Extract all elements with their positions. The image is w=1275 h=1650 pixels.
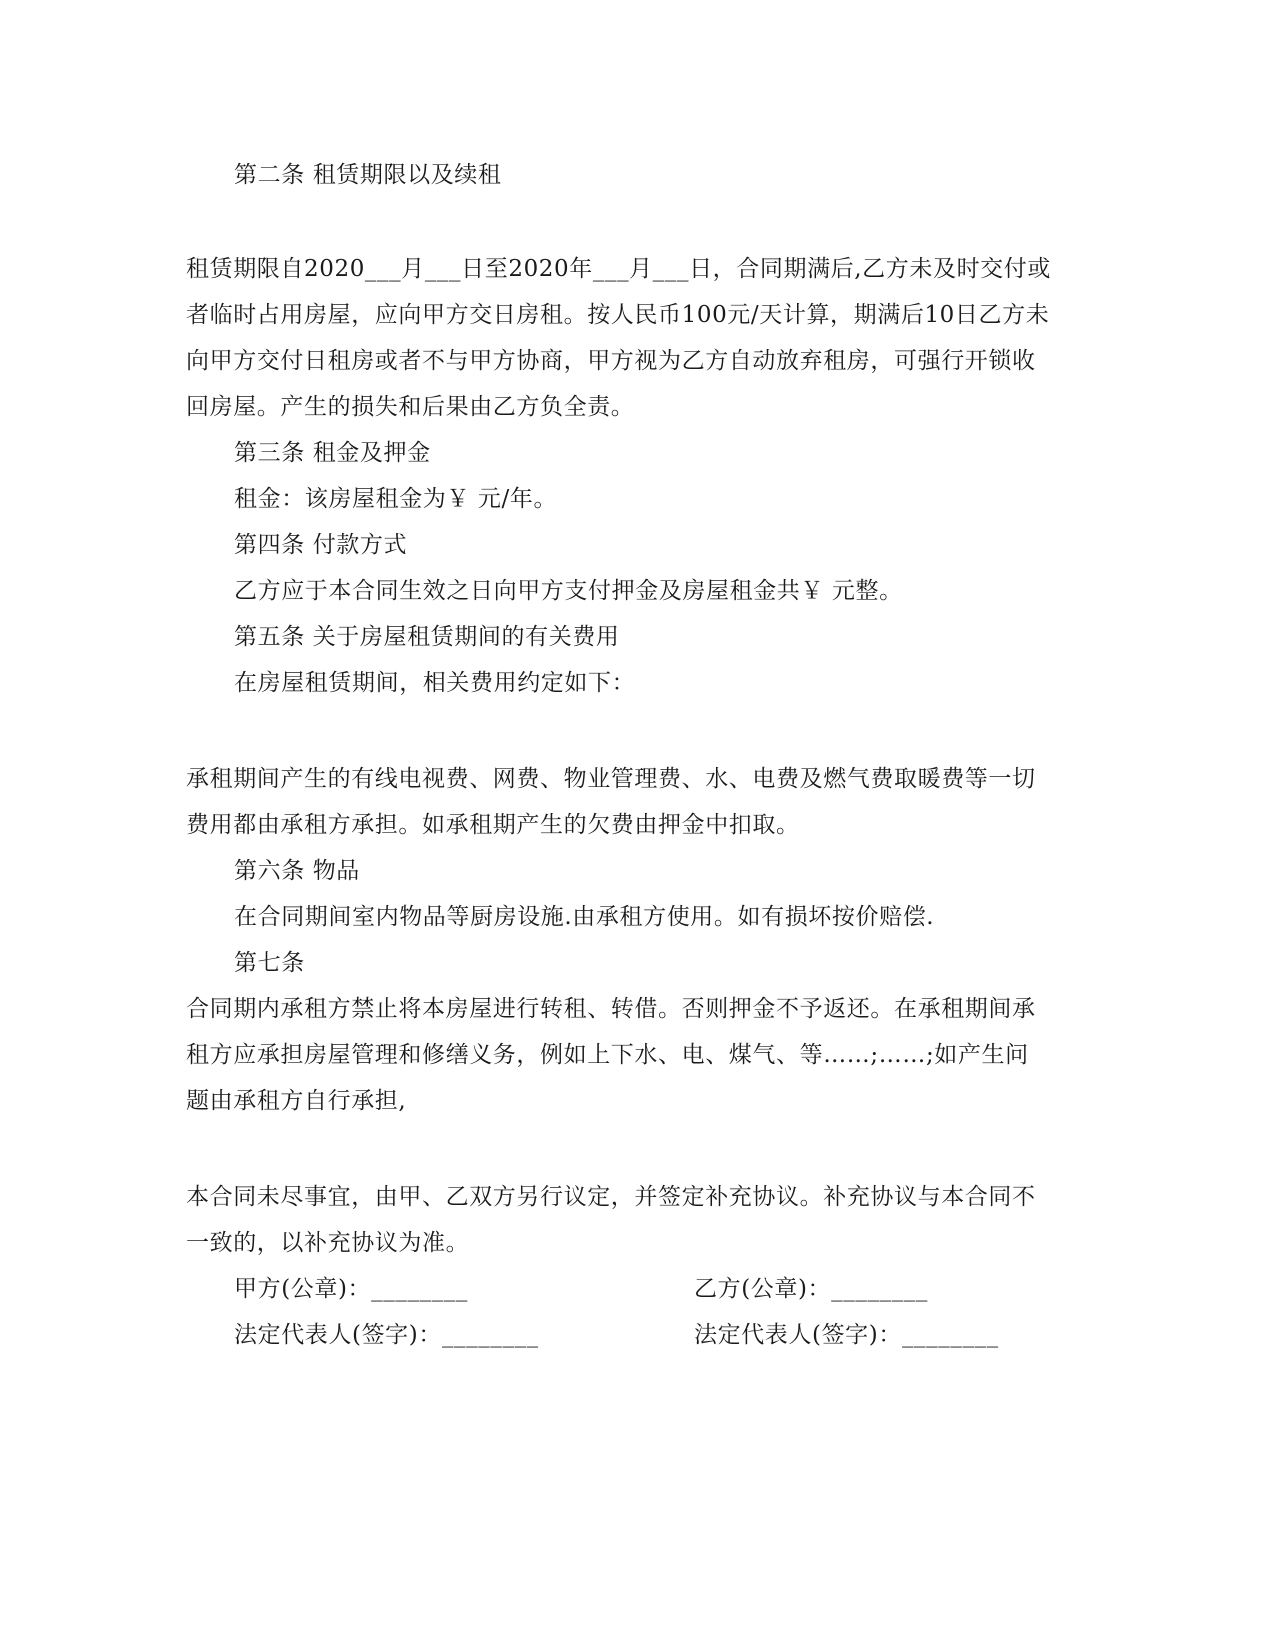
supplement-line-2: 一致的，以补充协议为准。 bbox=[186, 1230, 470, 1256]
article-3-heading: 第三条 租金及押金 bbox=[234, 440, 431, 466]
party-a-seal-field: 甲方(公章)：________ bbox=[234, 1276, 468, 1302]
party-b-seal-field: 乙方(公章)：________ bbox=[694, 1276, 928, 1302]
supplement-line-1: 本合同未尽事宜，由甲、乙双方另行议定，并签定补充协议。补充协议与本合同不 bbox=[186, 1184, 1036, 1210]
article-2-line-3: 向甲方交付日租房或者不与甲方协商，甲方视为乙方自动放弃租房，可强行开锁收 bbox=[186, 348, 1036, 374]
article-4-heading: 第四条 付款方式 bbox=[234, 532, 408, 558]
article-2-line-1: 租赁期限自2020___月___日至2020年___月___日，合同期满后,乙方未及时交付或 bbox=[186, 256, 1051, 282]
party-b-representative-field: 法定代表人(签字)：________ bbox=[694, 1322, 999, 1348]
article-7-line-2: 租方应承担房屋管理和修缮义务，例如上下水、电、煤气、等……;……;如产生问 bbox=[186, 1042, 1029, 1068]
article-6-heading: 第六条 物品 bbox=[234, 858, 360, 884]
article-3-body: 租金：该房屋租金为￥ 元/年。 bbox=[234, 486, 558, 512]
article-2-line-4: 回房屋。产生的损失和后果由乙方负全责。 bbox=[186, 394, 635, 420]
article-2-line-2: 者临时占用房屋，应向甲方交日房租。按人民币100元/天计算，期满后10日乙方未 bbox=[186, 302, 1050, 328]
article-5-intro: 在房屋租赁期间，相关费用约定如下： bbox=[234, 670, 636, 696]
article-7-heading: 第七条 bbox=[234, 950, 305, 976]
article-7-line-1: 合同期内承租方禁止将本房屋进行转租、转借。否则押金不予返还。在承租期间承 bbox=[186, 996, 1036, 1022]
article-5-line-2: 费用都由承租方承担。如承租期产生的欠费由押金中扣取。 bbox=[186, 812, 800, 838]
article-4-body: 乙方应于本合同生效之日向甲方支付押金及房屋租金共￥ 元整。 bbox=[234, 578, 903, 604]
party-a-representative-field: 法定代表人(签字)：________ bbox=[234, 1322, 539, 1348]
article-2-heading: 第二条 租赁期限以及续租 bbox=[234, 162, 502, 188]
article-5-line-1: 承租期间产生的有线电视费、网费、物业管理费、水、电费及燃气费取暖费等一切 bbox=[186, 766, 1036, 792]
article-5-heading: 第五条 关于房屋租赁期间的有关费用 bbox=[234, 624, 620, 650]
article-7-line-3: 题由承租方自行承担, bbox=[186, 1088, 407, 1114]
article-6-body: 在合同期间室内物品等厨房设施.由承租方使用。如有损坏按价赔偿. bbox=[234, 904, 935, 930]
